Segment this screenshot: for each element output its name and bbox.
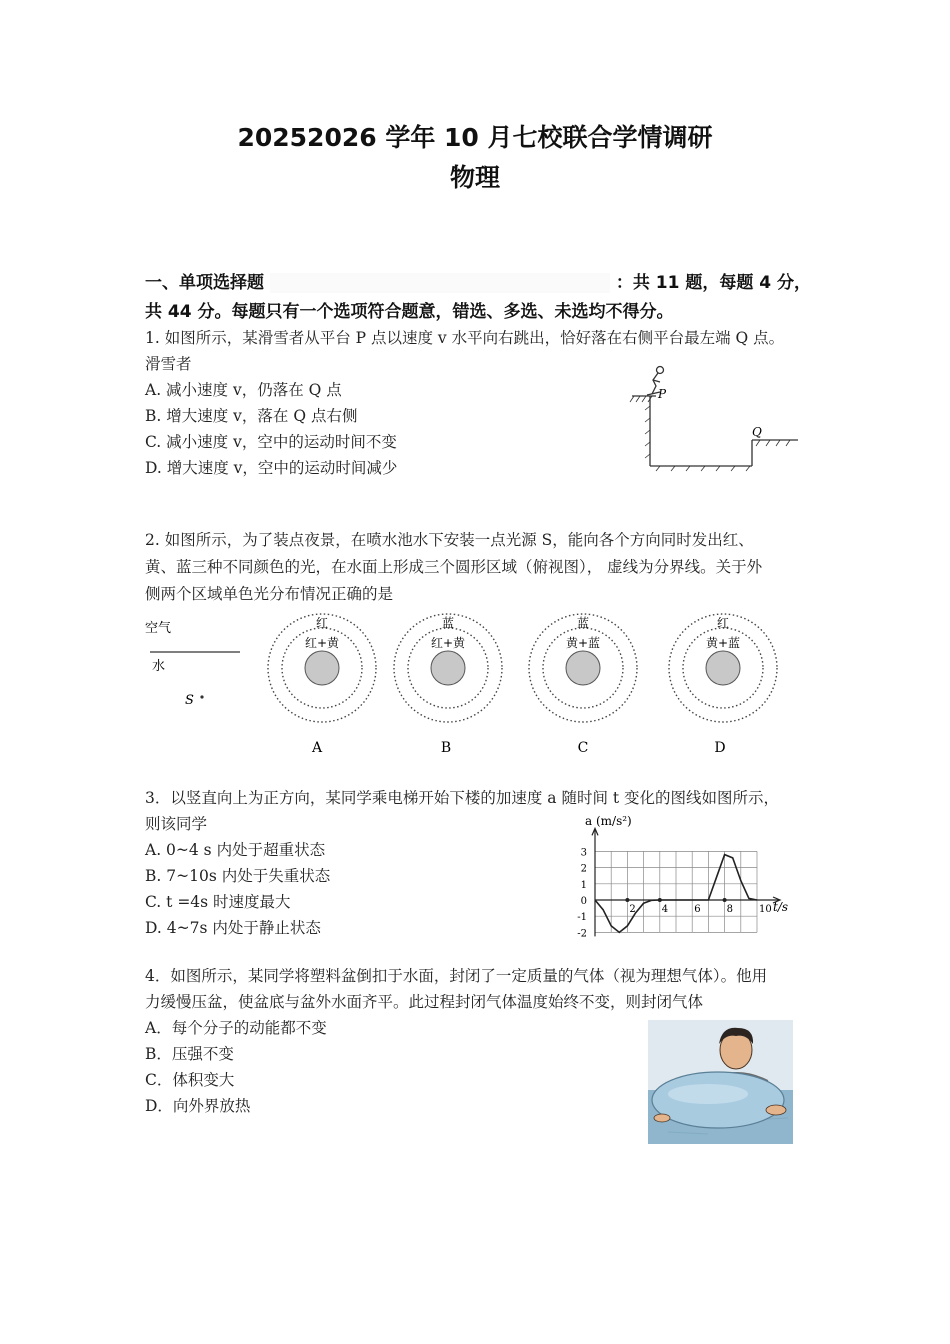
- x-tick-label: 8: [726, 904, 733, 915]
- q2-c-letter: C: [577, 740, 589, 756]
- q2-b-inner-label: 红+黄: [430, 636, 466, 650]
- chart-point: [625, 898, 629, 902]
- section-heading-right: ：共 11 题，每题 4 分，: [615, 273, 812, 293]
- q1-figure: [620, 362, 810, 474]
- q4-stem-line1: 4．如图所示，某同学将塑料盆倒扣于水面，封闭了一定质量的气体（视为理想气体）。他用: [145, 967, 768, 985]
- q3-option-c: C. t =4s 时速度最大: [145, 893, 291, 911]
- y-tick-label: 3: [580, 847, 587, 859]
- x-tick-label: 6: [694, 904, 701, 915]
- q2-a-letter: A: [311, 740, 323, 756]
- q2-c-inner-label: 黄+蓝: [565, 636, 601, 650]
- q2-d-inner-label: 黄+蓝: [705, 636, 741, 650]
- q2-a-inner-label: 红+黄: [304, 636, 340, 650]
- section-heading: [145, 268, 811, 293]
- q3-chart: [565, 810, 795, 942]
- y-tick-label: 0: [580, 896, 587, 907]
- q4-illustration: [648, 1020, 793, 1144]
- q4-option-a: A．每个分子的动能都不变: [145, 1019, 327, 1037]
- q2-b-outer-label: 蓝: [441, 616, 455, 630]
- q1-option-d: D. 增大速度 v，空中的运动时间减少: [145, 459, 398, 477]
- chart-tick-labels: [577, 847, 771, 939]
- exam-title: 20252026 学年 10 月七校联合学情调研: [237, 123, 713, 152]
- q3-stem-line2: 则该同学: [145, 815, 208, 833]
- q2-stem-line3: 侧两个区域单色光分布情况正确的是: [145, 585, 394, 603]
- q1-label-p: P: [658, 387, 667, 401]
- q1-option-c: C. 减小速度 v，空中的运动时间不变: [145, 433, 397, 451]
- q2-d-letter: D: [714, 740, 726, 756]
- y-tick-label: -2: [577, 928, 587, 940]
- section-instructions: 共 44 分。每题只有一个选项符合题意，错选、多选、未选均不得分。: [145, 302, 674, 322]
- q3-option-a: A. 0~4 s 内处于超重状态: [145, 841, 326, 859]
- y-tick-label: -1: [577, 912, 587, 924]
- q4-option-b: B．压强不变: [145, 1045, 234, 1063]
- q2-b-letter: B: [440, 740, 452, 756]
- q2-choice-d: [663, 612, 783, 762]
- q1-option-a: A. 减小速度 v，仍落在 Q 点: [145, 381, 342, 399]
- q2-stem-line1: 2. 如图所示，为了装点夜景，在喷水池水下安装一点光源 S，能向各个方向同时发出红、: [145, 531, 754, 549]
- chart-xlabel: t/s: [773, 900, 789, 914]
- chart-ylabel: a (m/s²): [585, 814, 632, 828]
- q2-d-outer-label: 红: [716, 616, 730, 630]
- q2-side-view: [140, 612, 250, 712]
- x-tick-label: 10: [759, 904, 772, 915]
- section-heading-left: 一、单项选择题: [145, 273, 264, 293]
- redaction-box: [270, 273, 610, 293]
- q4-option-d: D．向外界放热: [145, 1097, 251, 1115]
- q3-option-b: B. 7~10s 内处于失重状态: [145, 867, 331, 885]
- q3-stem-line1: 3．以竖直向上为正方向，某同学乘电梯开始下楼的加速度 a 随时间 t 变化的图线如图所示，: [145, 789, 780, 807]
- y-tick-label: 1: [580, 879, 587, 891]
- q2-c-outer-label: 蓝: [576, 616, 590, 630]
- q2-source-point: [200, 695, 203, 698]
- q2-choice-b: [388, 612, 508, 762]
- q4-stem-line2: 力缓慢压盆，使盆底与盆外水面齐平。此过程封闭气体温度始终不变，则封闭气体: [145, 993, 704, 1011]
- chart-axes: [592, 828, 780, 936]
- subject-title: 物理: [449, 163, 500, 192]
- q1-stem-line1: 1. 如图所示，某滑雪者从平台 P 点以速度 v 水平向右跳出，恰好落在右侧平台最左端 Q 点。: [145, 329, 785, 347]
- q2-a-outer-label: 红: [315, 616, 329, 630]
- q2-choice-a: [262, 612, 382, 762]
- chart-grid: [595, 851, 757, 932]
- x-tick-label: 4: [661, 904, 669, 915]
- q2-air-label: 空气: [145, 621, 172, 636]
- q2-source-label: S: [185, 693, 194, 708]
- y-tick-label: 2: [580, 863, 587, 875]
- q1-option-b: B. 增大速度 v，落在 Q 点右侧: [145, 407, 358, 425]
- chart-point: [723, 898, 727, 902]
- q2-stem-line2: 黄、蓝三种不同颜色的光，在水面上形成三个圆形区域（俯视图）， 虚线为分界线。关于外: [145, 558, 763, 576]
- q2-choice-c: [523, 612, 643, 762]
- q2-water-label: 水: [152, 659, 166, 674]
- x-tick-label: 2: [629, 904, 636, 915]
- q3-option-d: D. 4~7s 内处于静止状态: [145, 919, 321, 937]
- q4-option-c: C．体积变大: [145, 1071, 235, 1089]
- q1-label-q: Q: [752, 425, 762, 439]
- q1-stem-line2: 滑雪者: [145, 355, 192, 373]
